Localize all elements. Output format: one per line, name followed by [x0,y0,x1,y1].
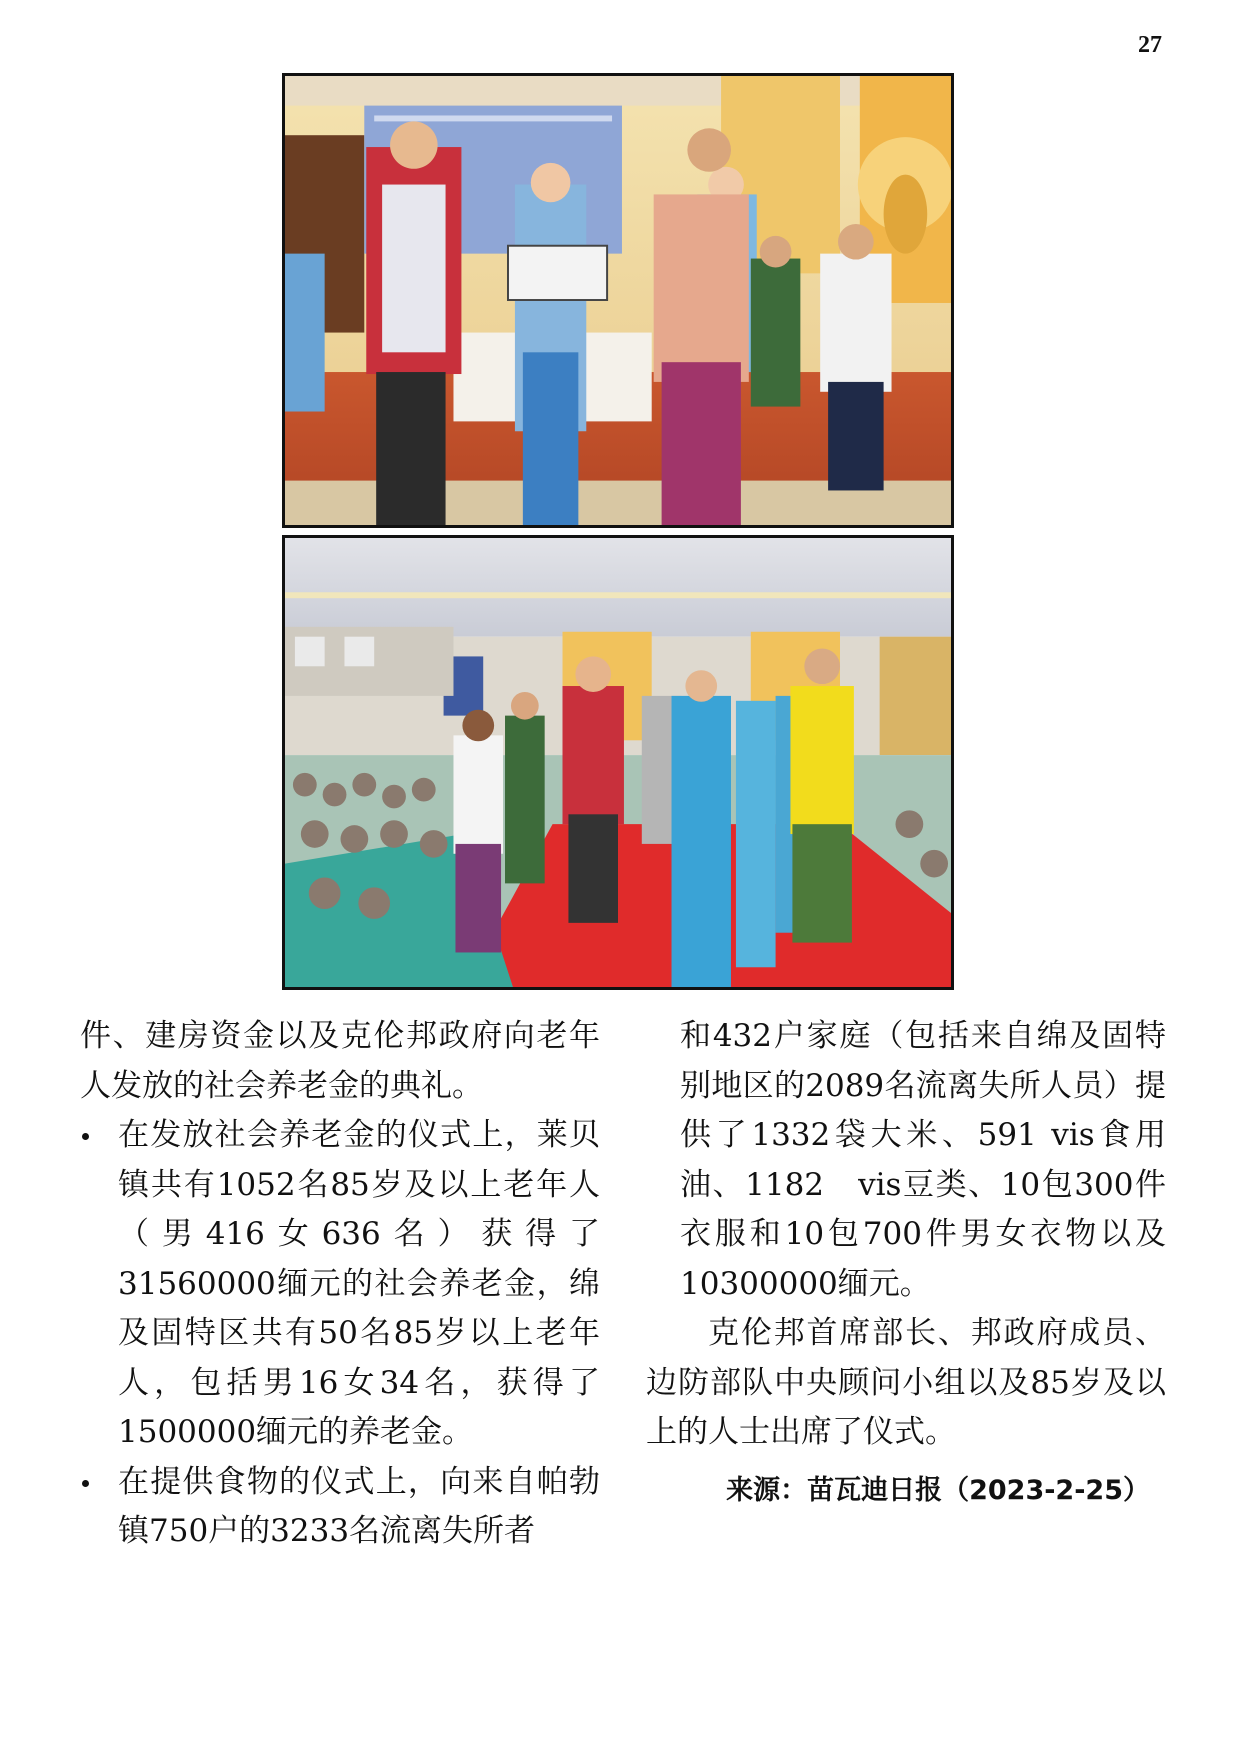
left-bullet-list [80,1111,600,1557]
attendance-paragraph: 克伦邦首席部长、邦政府成员、边防部队中央顾问小组以及85岁及以上的人士出席了仪式。 [646,1315,1166,1450]
page-number: 27 [1138,32,1162,58]
ceremony-handover-image [285,76,951,525]
bullet-pension-text: 在发放社会养老金的仪式上，莱贝镇共有1052名85岁及以上老年人（男416女636名）获得了31560000缅元的社会养老金，绵及固特区共有50名85岁以上老年人，包括男16女34名，获得了1500000缅元的养老金。 [118,1117,600,1450]
right-column [646,1012,1166,1515]
photo-ceremony-handover [282,73,954,528]
bullet-icon [82,1480,89,1487]
crowd-greeting-image [285,538,951,987]
bullet-food-text: 在提供食物的仪式上，向来自帕勃镇750户的3233名流离失所者 [118,1463,600,1549]
source-citation: 来源：苗瓦迪日报（2023-2-25） [726,1474,1150,1506]
bullet-food-ceremony [80,1458,600,1557]
right-continuation-block [646,1012,1166,1309]
photo-crowd-greeting [282,535,954,990]
right-continuation-paragraph: 和432户家庭（包括来自绵及固特别地区的2089名流离失所人员）提供了1332袋大米、591 vis食用油、1182 vis豆类、10包300件衣服和10包700件男女衣物以及10300000缅元。 [680,1018,1166,1302]
bullet-pension-ceremony [80,1111,600,1458]
left-column [80,1012,600,1557]
left-continuation-paragraph: 件、建房资金以及克伦邦政府向老年人发放的社会养老金的典礼。 [80,1018,600,1104]
bullet-icon [82,1133,89,1140]
